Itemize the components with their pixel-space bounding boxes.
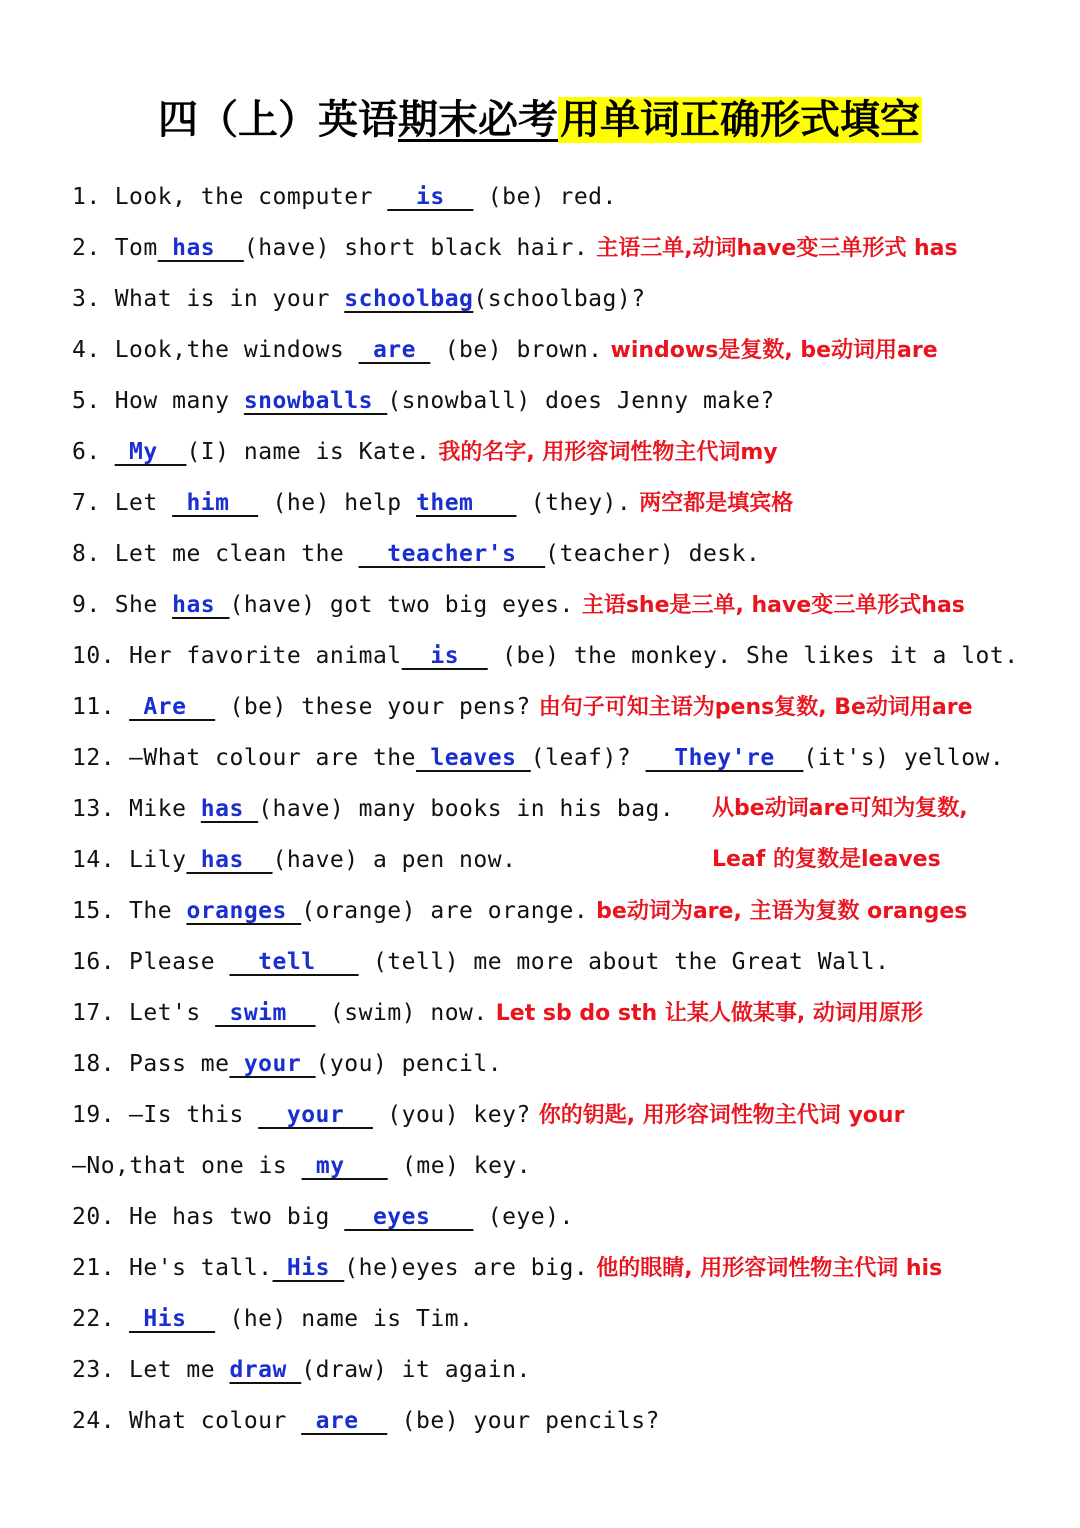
exercise-item — [72, 177, 617, 217]
answer-note: 他的眼睛, 用形容词性物主代词 his — [596, 1256, 943, 1281]
answer-blank: has — [172, 592, 230, 618]
item-text-after: (be) your pencils? — [387, 1408, 660, 1434]
answer-note: 主语三单,动词have变三单形式 has — [596, 236, 958, 261]
answer-blank: draw — [229, 1357, 302, 1383]
item-text-after: (you) pencil. — [315, 1051, 503, 1077]
item-text-after: (eye). — [473, 1204, 574, 1230]
item-number: 15. — [72, 898, 116, 924]
item-number: 2. — [72, 235, 101, 261]
item-text-before: —Is this — [129, 1102, 259, 1128]
item-number: 5. — [72, 388, 101, 414]
exercise-item — [72, 279, 646, 319]
item-text-before: —No,that one is — [72, 1153, 302, 1179]
side-note-14: Leaf 的复数是leaves — [712, 847, 941, 872]
item-text-after: (I) name is Kate. — [186, 439, 431, 465]
exercise-item — [72, 942, 889, 982]
answer-blank: him — [172, 490, 259, 516]
answer-blank: my — [301, 1153, 388, 1179]
item-number: 16. — [72, 949, 116, 975]
item-text-before: Lily — [129, 847, 187, 873]
answer-blank: oranges — [186, 898, 302, 924]
item-number: 12. — [72, 745, 116, 771]
answer-note: 由句子可知主语为pens复数, Be动词用are — [538, 695, 973, 720]
item-text-after-2: (it's) yellow. — [803, 745, 1005, 771]
answer-blank: Are — [129, 694, 216, 720]
item-number: 17. — [72, 1000, 116, 1026]
item-text-after: (have) short black hair. — [243, 235, 589, 261]
item-number: 22. — [72, 1306, 116, 1332]
item-text-after: (swim) now. — [315, 1000, 488, 1026]
item-number: 11. — [72, 694, 116, 720]
item-number: 10. — [72, 643, 116, 669]
item-number: 24. — [72, 1408, 116, 1434]
item-text-after: (have) a pen now. — [272, 847, 517, 873]
item-number: 13. — [72, 796, 116, 822]
item-number: 20. — [72, 1204, 116, 1230]
answer-blank: has — [186, 847, 273, 873]
item-text-before: Let's — [129, 1000, 216, 1026]
answer-blank: is — [387, 184, 474, 210]
item-text-before: Her favorite animal — [129, 643, 402, 669]
item-text-after: (be) these your pens? — [215, 694, 531, 720]
item-number: 8. — [72, 541, 101, 567]
item-text-after: (he) name is Tim. — [215, 1306, 474, 1332]
answer-blank: My — [114, 439, 187, 465]
item-text-after: (you) key? — [372, 1102, 531, 1128]
item-text-before: The — [129, 898, 187, 924]
exercise-item — [72, 1401, 660, 1441]
item-number: 6. — [72, 439, 101, 465]
item-text-after: (he) help — [258, 490, 417, 516]
exercise-item — [72, 432, 778, 472]
answer-note: 你的钥匙, 用形容词性物主代词 your — [538, 1103, 905, 1128]
item-number: 1. — [72, 184, 101, 210]
answer-blank: swim — [215, 1000, 316, 1026]
answer-blank: are — [301, 1408, 388, 1434]
answer-blank: His — [272, 1255, 345, 1281]
title-part2: 期末必考 — [398, 97, 558, 143]
answer-note: Let sb do sth 让某人做某事, 动词用原形 — [495, 1001, 923, 1026]
item-text-before: What colour — [129, 1408, 302, 1434]
item-text-after: (be) red. — [473, 184, 617, 210]
item-number: 23. — [72, 1357, 116, 1383]
item-number: 19. — [72, 1102, 116, 1128]
item-text-before: How many — [114, 388, 244, 414]
item-number: 14. — [72, 847, 116, 873]
exercise-item — [72, 891, 967, 931]
title-part1: 四（上）英语 — [158, 97, 398, 143]
item-text-before: Look,the windows — [114, 337, 359, 363]
exercise-item — [72, 738, 1004, 778]
item-text-after: (orange) are orange. — [301, 898, 589, 924]
exercise-item — [72, 1299, 473, 1339]
item-text-after: (be) brown. — [430, 337, 603, 363]
item-text-after: (tell) me more about the Great Wall. — [358, 949, 890, 975]
answer-blank: eyes — [344, 1204, 474, 1230]
item-number: 3. — [72, 286, 101, 312]
item-text-before: Please — [129, 949, 230, 975]
item-text-after: (have) many books in his bag. — [258, 796, 675, 822]
exercise-item — [72, 687, 973, 727]
item-text-before: Pass me — [129, 1051, 230, 1077]
answer-blank: your — [229, 1051, 316, 1077]
answer-note: be动词为are, 主语为复数 oranges — [596, 899, 968, 924]
item-number: 9. — [72, 592, 101, 618]
item-number: 18. — [72, 1051, 116, 1077]
exercise-item — [72, 483, 793, 523]
answer-blank: tell — [229, 949, 359, 975]
exercise-item — [72, 840, 516, 880]
exercise-item — [72, 993, 923, 1033]
answer-note: 两空都是填宾格 — [639, 491, 794, 516]
item-text-after-2: (they). — [516, 490, 632, 516]
item-text-before: Let me clean the — [114, 541, 359, 567]
exercise-item — [72, 636, 1019, 676]
item-text-before: Mike — [129, 796, 201, 822]
answer-note: 主语she是三单, have变三单形式has — [581, 593, 965, 618]
answer-blank: leaves — [416, 745, 531, 771]
item-number: 7. — [72, 490, 101, 516]
item-text-after: (draw) it again. — [301, 1357, 531, 1383]
exercise-item — [72, 789, 674, 829]
item-text-after: (schoolbag)? — [473, 286, 646, 312]
item-text-after: (me) key. — [387, 1153, 532, 1179]
answer-blank: are — [358, 337, 431, 363]
item-text-before: —What colour are the — [129, 745, 416, 771]
item-text-before: Tom — [114, 235, 158, 261]
exercise-item — [72, 228, 958, 268]
answer-note: windows是复数, be动词用are — [610, 338, 938, 363]
answer-blank: your — [258, 1102, 373, 1128]
item-text-before: He's tall. — [129, 1255, 273, 1281]
item-text-after: (he)eyes are big. — [344, 1255, 589, 1281]
answer-note: 我的名字, 用形容词性物主代词my — [438, 440, 778, 465]
answer-blank-2: them — [416, 490, 517, 516]
answer-blank: has — [200, 796, 259, 822]
item-text-before: What is in your — [114, 286, 345, 312]
answer-blank-2: They're — [645, 745, 804, 771]
item-text-after: (be) the monkey. She likes it a lot. — [487, 643, 1019, 669]
side-note-13: 从be动词are可知为复数, — [712, 796, 968, 821]
exercise-item — [72, 1044, 502, 1084]
answer-blank: snowballs — [243, 388, 388, 414]
item-text-after: (teacher) desk. — [545, 541, 761, 567]
item-number: 4. — [72, 337, 101, 363]
exercise-item — [72, 1146, 531, 1186]
exercise-item — [72, 534, 760, 574]
exercise-item — [72, 330, 938, 370]
item-number: 21. — [72, 1255, 116, 1281]
exercise-item — [72, 381, 775, 421]
answer-blank: schoolbag — [344, 286, 474, 312]
item-text-before: He has two big — [129, 1204, 345, 1230]
item-text-before: Let — [114, 490, 173, 516]
item-text-before: She — [114, 592, 173, 618]
item-text-after: (snowball) does Jenny make? — [387, 388, 775, 414]
exercise-item — [72, 1248, 942, 1288]
exercise-item — [72, 1197, 574, 1237]
exercise-item — [72, 1095, 904, 1135]
title-part3: 用单词正确形式填空 — [560, 97, 920, 143]
item-text-before: Look, the computer — [114, 184, 388, 210]
page-title — [0, 92, 1080, 148]
item-text-before: Let me — [129, 1357, 230, 1383]
answer-blank: is — [401, 643, 488, 669]
answer-blank: His — [129, 1306, 216, 1332]
answer-blank: teacher's — [358, 541, 546, 567]
item-text-after: (leaf)? — [530, 745, 646, 771]
exercise-item — [72, 585, 965, 625]
item-text-after: (have) got two big eyes. — [229, 592, 574, 618]
answer-blank: has — [157, 235, 244, 261]
exercise-item — [72, 1350, 531, 1390]
